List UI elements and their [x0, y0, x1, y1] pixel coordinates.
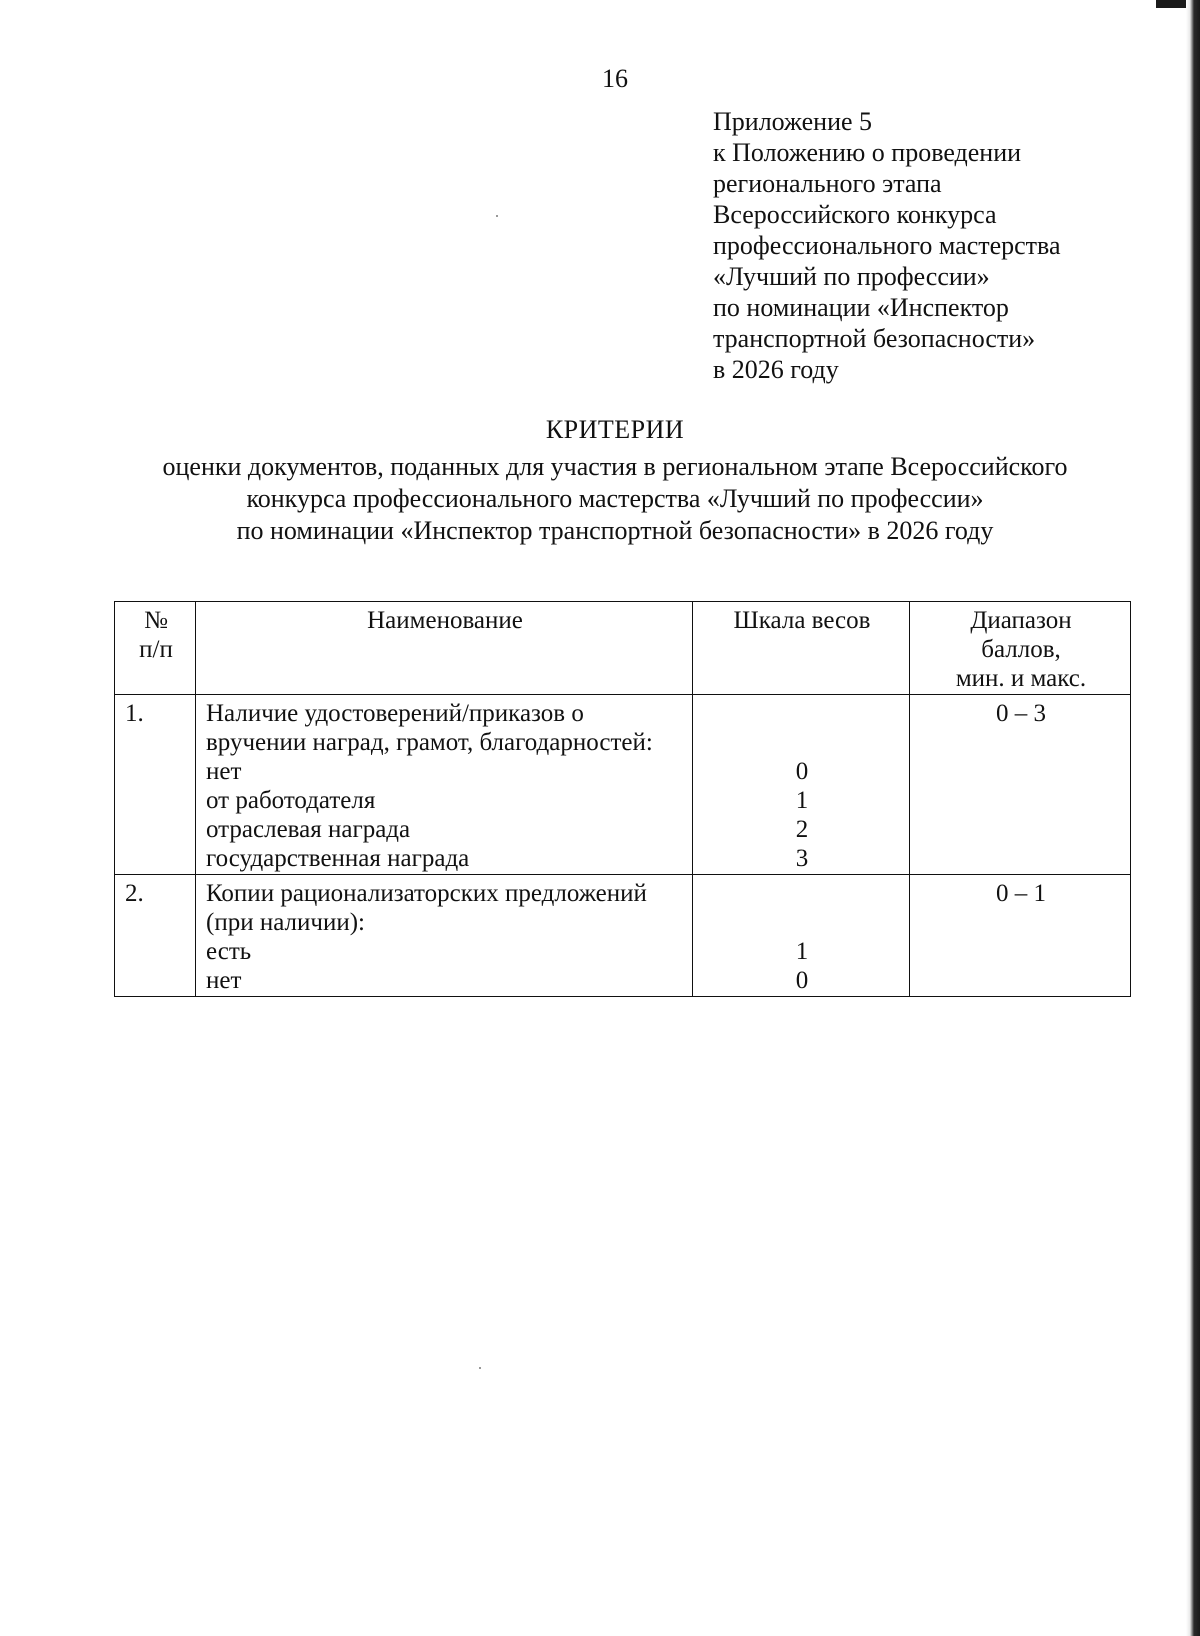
- appendix-line: регионального этапа: [713, 169, 942, 198]
- option-label: нет: [206, 758, 242, 785]
- row-title-line: Копии рационализаторских предложений: [206, 880, 647, 907]
- row-name-cell: [196, 695, 693, 875]
- option-label: от работодателя: [206, 787, 376, 814]
- subtitle-line: конкурса профессионального мастерства «Лучший по профессии»: [246, 484, 984, 513]
- appendix-line: Приложение 5: [713, 107, 873, 136]
- table-row: [115, 875, 1131, 997]
- row-title-line: вручении наград, грамот, благодарностей:: [206, 729, 653, 756]
- header-number-line: п/п: [139, 636, 173, 663]
- scan-speck: [479, 1367, 481, 1369]
- page-number: 16: [602, 64, 628, 93]
- option-weight: 1: [795, 938, 809, 965]
- option-weight: 2: [795, 816, 809, 843]
- header-range-line: мин. и макс.: [955, 665, 1087, 692]
- appendix-line: в 2026 году: [713, 355, 839, 384]
- row-range: 0 – 3: [910, 695, 1131, 875]
- row-name-cell: [196, 875, 693, 997]
- header-number: [115, 602, 196, 695]
- row-title-line: Наличие удостоверений/приказов о: [206, 700, 584, 727]
- appendix-line: к Положению о проведении: [713, 138, 1022, 167]
- option-label: нет: [206, 967, 242, 994]
- table-row: [115, 695, 1131, 875]
- row-number: 1.: [115, 695, 196, 875]
- option-weight: 1: [795, 787, 809, 814]
- appendix-line: Всероссийского конкурса: [713, 200, 997, 229]
- table-header-row: [115, 602, 1131, 695]
- row-weight-cell: [693, 695, 910, 875]
- header-range: [910, 602, 1131, 695]
- appendix-line: «Лучший по профессии»: [713, 262, 990, 291]
- criteria-table: [114, 601, 1131, 997]
- appendix-block: [713, 106, 1061, 385]
- header-name: Наименование: [196, 602, 693, 695]
- document-subtitle: [0, 451, 1200, 547]
- appendix-line: профессионального мастерства: [713, 231, 1061, 260]
- header-range-line: баллов,: [981, 636, 1061, 663]
- header-number-line: №: [144, 607, 168, 634]
- appendix-line: транспортной безопасности»: [713, 324, 1036, 353]
- option-label: отраслевая награда: [206, 816, 411, 843]
- row-title-line: (при наличии):: [206, 909, 365, 936]
- option-weight: 3: [795, 845, 809, 872]
- appendix-line: по номинации «Инспектор: [713, 293, 1009, 322]
- subtitle-line: по номинации «Инспектор транспортной безопасности» в 2026 году: [236, 516, 994, 545]
- scan-speck: [496, 215, 498, 217]
- scan-mark: [1156, 0, 1186, 8]
- subtitle-line: оценки документов, поданных для участия в региональном этапе Всероссийского: [162, 452, 1068, 481]
- option-weight: 0: [795, 758, 809, 785]
- option-weight: 0: [795, 967, 809, 994]
- row-number: 2.: [115, 875, 196, 997]
- option-label: есть: [206, 938, 252, 965]
- row-weight-cell: [693, 875, 910, 997]
- scan-edge: [1186, 0, 1200, 1636]
- header-weight: Шкала весов: [693, 602, 910, 695]
- row-range: 0 – 1: [910, 875, 1131, 997]
- option-label: государственная награда: [206, 845, 470, 872]
- document-title: КРИТЕРИИ: [545, 415, 685, 444]
- header-range-line: Диапазон: [970, 607, 1072, 634]
